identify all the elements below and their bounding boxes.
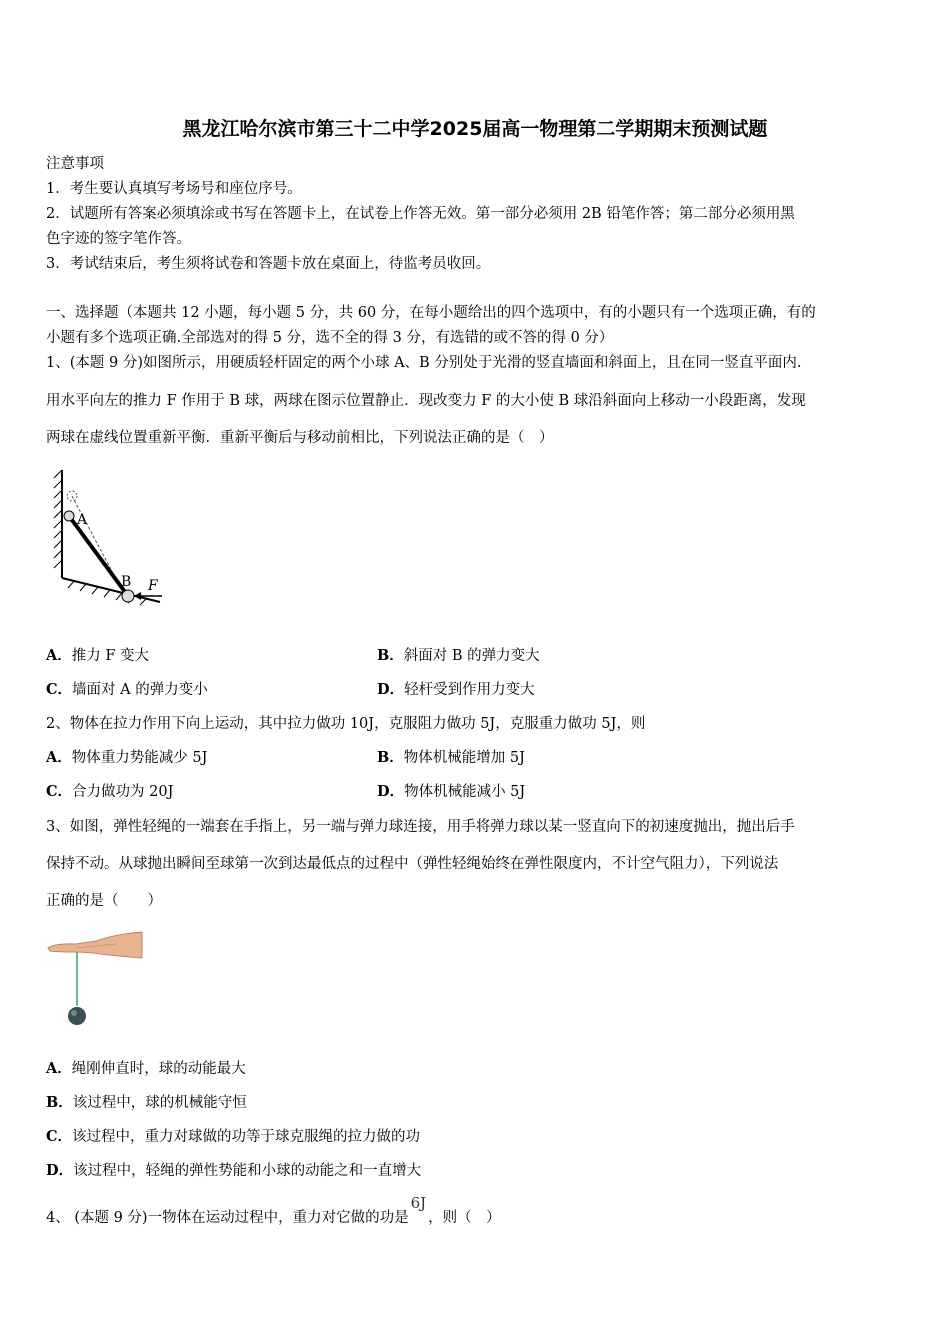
q1-option-a: A．推力 F 变大 <box>46 647 150 664</box>
q1-option-c: C．墙面对 A 的弹力变小 <box>46 681 208 698</box>
page-title: 黑龙江哈尔滨市第三十二中学2025届高一物理第二学期期末预测试题 <box>182 118 768 140</box>
q2-option-c: C．合力做功为 20J <box>46 783 174 800</box>
notice-item-2-cont: 色字迹的签字笔作答。 <box>46 231 191 247</box>
q2-option-a: A．物体重力势能减少 5J <box>46 749 208 766</box>
q4-line <box>46 1194 501 1227</box>
notice-item-3: 3．考试结束后，考生须将试卷和答题卡放在桌面上，待监考员收回。 <box>46 256 491 272</box>
q1-line1: 1、(本题 9 分)如图所示，用硬质轻杆固定的两个小球 A、B 分别处于光滑的竖直墙面和斜面上，且在同一竖直平面内. <box>46 355 802 371</box>
q2-line1: 2、物体在拉力作用下向上运动，其中拉力做功 10J，克服阻力做功 5J，克服重力做功 5J，则 <box>46 716 646 732</box>
q3-line1: 3、如图，弹性轻绳的一端套在手指上，另一端与弹力球连接，用手将弹力球以某一竖直向下的初速度抛出，抛出后手 <box>46 819 795 835</box>
section-heading-line1: 一、选择题（本题共 12 小题，每小题 5 分，共 60 分，在每小题给出的四个选项中，有的小题只有一个选项正确，有的 <box>46 305 816 321</box>
label-a: A <box>77 512 88 528</box>
q1-option-d: D．轻杆受到作用力变大 <box>377 681 535 698</box>
notice-item-1: 1．考生要认真填写考场号和座位序号。 <box>46 181 302 197</box>
section-heading-line2: 小题有多个选项正确.全部选对的得 5 分，选不全的得 3 分，有选错的或不答的得 0 分） <box>46 330 614 346</box>
q1-line3: 两球在虚线位置重新平衡．重新平衡后与移动前相比，下列说法正确的是（ ） <box>46 430 554 446</box>
q2-option-b: B．物体机械能增加 5J <box>377 749 525 766</box>
label-f: F <box>148 578 158 594</box>
notice-item-2: 2．试题所有答案必须填涂或书写在答题卡上，在试卷上作答无效。第一部分必须用 2B 铅笔作答；第二部分必须用黑 <box>46 206 795 222</box>
q4-prefix: 4、 (本题 9 分)一物体在运动过程中，重力对它做的功是 <box>46 1210 409 1226</box>
q3-option-c: C．该过程中，重力对球做的功等于球克服绳的拉力做的功 <box>46 1128 421 1145</box>
q1-option-b: B．斜面对 B 的弹力变大 <box>377 647 540 664</box>
q4-value: 6J <box>410 1194 427 1212</box>
q3-figure <box>46 926 146 1030</box>
notice-heading: 注意事项 <box>46 156 104 172</box>
q1-figure <box>44 466 166 606</box>
label-b: B <box>121 574 132 590</box>
q3-option-d: D．该过程中，轻绳的弹性势能和小球的动能之和一直增大 <box>46 1162 422 1179</box>
q2-option-d: D．物体机械能减小 5J <box>377 783 526 800</box>
q1-line2: 用水平向左的推力 F 作用于 B 球，两球在图示位置静止．现改变力 F 的大小使 B 球沿斜面向上移动一小段距离，发现 <box>46 393 806 409</box>
q4-suffix: ，则（ ） <box>428 1210 501 1226</box>
q3-line3: 正确的是（ ） <box>46 893 162 909</box>
q3-option-a: A．绳刚伸直时，球的动能最大 <box>46 1060 246 1077</box>
q3-line2: 保持不动。从球抛出瞬间至球第一次到达最低点的过程中（弹性轻绳始终在弹性限度内，不计空气阻力），下列说法 <box>46 856 779 872</box>
q3-option-b: B．该过程中，球的机械能守恒 <box>46 1094 247 1111</box>
